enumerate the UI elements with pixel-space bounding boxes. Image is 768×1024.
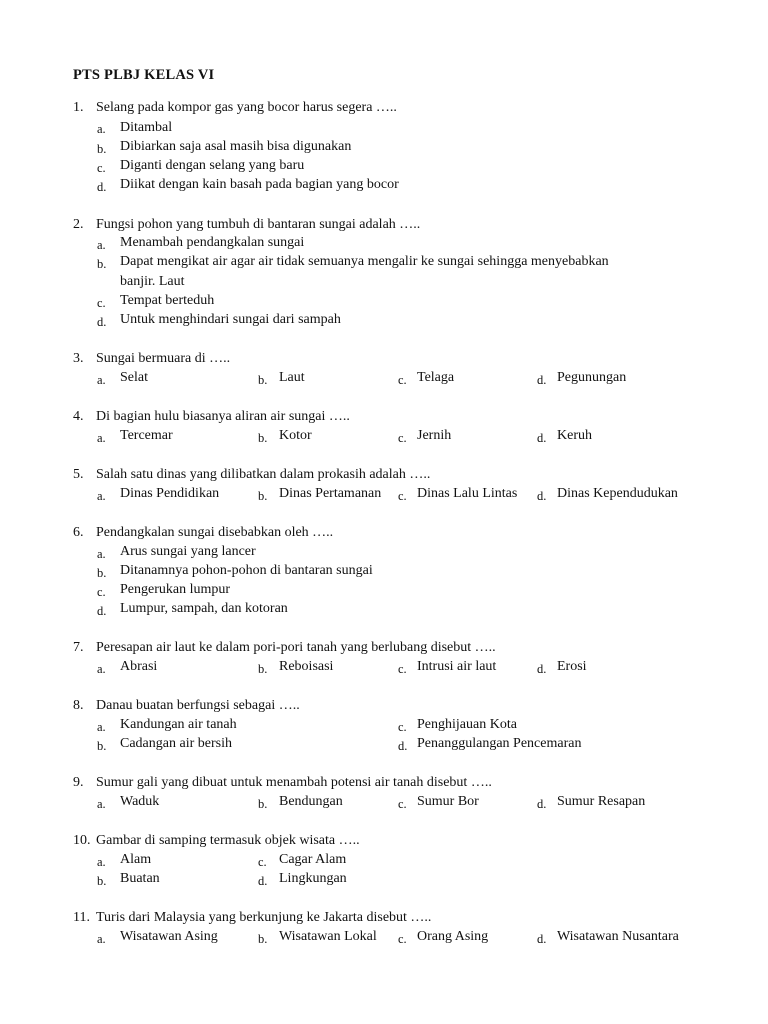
question-number: 7. xyxy=(73,640,84,655)
option-letter: d. xyxy=(537,373,547,387)
question-number: 8. xyxy=(73,698,84,713)
option-text: Alam xyxy=(120,852,152,867)
question-text: Di bagian hulu biasanya aliran air sungai ….. xyxy=(96,409,350,424)
option-text: Dibiarkan saja asal masih bisa digunakan xyxy=(120,139,352,154)
option-text: Wisatawan Asing xyxy=(120,929,218,944)
option-text: Abrasi xyxy=(120,659,158,674)
option-letter: c. xyxy=(97,161,106,175)
option-text: Ditambal xyxy=(120,120,173,135)
option-letter: a. xyxy=(97,547,106,561)
option-text: Cadangan air bersih xyxy=(120,736,232,751)
option-text: Sumur Bor xyxy=(417,794,479,809)
option-text: Pengerukan lumpur xyxy=(120,582,231,597)
option-text: Lingkungan xyxy=(279,871,347,886)
option-letter: b. xyxy=(258,373,268,387)
option-text: Keruh xyxy=(557,428,592,443)
question-text: Danau buatan berfungsi sebagai ….. xyxy=(96,698,300,713)
option-letter: c. xyxy=(398,662,407,676)
option-letter: a. xyxy=(97,662,106,676)
option-text: Kandungan air tanah xyxy=(120,717,237,732)
option-text: Dapat mengikat air agar air tidak semuanya mengalir ke sungai sehingga menyebabkan xyxy=(120,254,609,269)
option-letter: b. xyxy=(97,739,107,753)
option-letter: a. xyxy=(97,373,106,387)
question-number: 2. xyxy=(73,217,84,232)
option-letter: a. xyxy=(97,489,106,503)
option-letter: c. xyxy=(398,373,407,387)
option-text: Dinas Pertamanan xyxy=(279,486,382,501)
option-letter: b. xyxy=(97,257,107,271)
option-letter: d. xyxy=(537,932,547,946)
option-text: Dinas Kependudukan xyxy=(557,486,678,501)
option-letter: d. xyxy=(258,874,268,888)
option-text: Penanggulangan Pencemaran xyxy=(417,736,582,751)
option-letter: d. xyxy=(537,662,547,676)
option-letter: d. xyxy=(537,431,547,445)
question-number: 11. xyxy=(73,910,90,925)
option-letter: b. xyxy=(258,431,268,445)
option-text: Lumpur, sampah, dan kotoran xyxy=(120,601,288,616)
option-letter: b. xyxy=(258,662,268,676)
option-text: Intrusi air laut xyxy=(417,659,497,674)
question-number: 5. xyxy=(73,467,84,482)
option-letter: b. xyxy=(258,932,268,946)
option-text: Wisatawan Nusantara xyxy=(557,929,679,944)
option-letter: b. xyxy=(97,142,107,156)
option-letter: b. xyxy=(258,489,268,503)
option-text: Dinas Lalu Lintas xyxy=(417,486,518,501)
question-number: 1. xyxy=(73,100,84,115)
option-text-continued: banjir. Laut xyxy=(120,274,185,289)
option-text: Bendungan xyxy=(279,794,343,809)
question-number: 4. xyxy=(73,409,84,424)
option-text: Untuk menghindari sungai dari sampah xyxy=(120,312,341,327)
question-text: Gambar di samping termasuk objek wisata ….. xyxy=(96,833,360,848)
option-text: Sumur Resapan xyxy=(557,794,646,809)
option-letter: d. xyxy=(537,489,547,503)
option-letter: a. xyxy=(97,720,106,734)
option-letter: a. xyxy=(97,797,106,811)
option-letter: b. xyxy=(97,874,107,888)
option-letter: c. xyxy=(398,431,407,445)
option-text: Telaga xyxy=(417,370,455,385)
option-letter: a. xyxy=(97,431,106,445)
option-letter: a. xyxy=(97,932,106,946)
option-text: Kotor xyxy=(279,428,312,443)
option-text: Jernih xyxy=(417,428,452,443)
question-number: 6. xyxy=(73,525,84,540)
option-text: Dinas Pendidikan xyxy=(120,486,220,501)
option-text: Diganti dengan selang yang baru xyxy=(120,158,305,173)
option-letter: c. xyxy=(398,489,407,503)
option-letter: c. xyxy=(398,720,407,734)
option-text: Waduk xyxy=(120,794,160,809)
option-text: Buatan xyxy=(120,871,160,886)
option-letter: d. xyxy=(398,739,408,753)
option-letter: c. xyxy=(258,855,267,869)
option-text: Tercemar xyxy=(120,428,173,443)
option-letter: d. xyxy=(97,604,107,618)
option-letter: d. xyxy=(537,797,547,811)
question-text: Turis dari Malaysia yang berkunjung ke Jakarta disebut ….. xyxy=(96,910,432,925)
page-title: PTS PLBJ KELAS VI xyxy=(73,67,215,83)
question-text: Peresapan air laut ke dalam pori-pori tanah yang berlubang disebut ….. xyxy=(96,640,496,655)
option-text: Pegunungan xyxy=(557,370,627,385)
option-letter: a. xyxy=(97,122,106,136)
option-letter: b. xyxy=(258,797,268,811)
option-text: Diikat dengan kain basah pada bagian yang bocor xyxy=(120,177,399,192)
question-text: Fungsi pohon yang tumbuh di bantaran sungai adalah ….. xyxy=(96,217,421,232)
option-letter: c. xyxy=(398,932,407,946)
option-text: Menambah pendangkalan sungai xyxy=(120,235,305,250)
question-number: 3. xyxy=(73,351,84,366)
option-text: Laut xyxy=(279,370,305,385)
option-text: Cagar Alam xyxy=(279,852,347,867)
option-text: Ditanamnya pohon-pohon di bantaran sungai xyxy=(120,563,373,578)
option-text: Erosi xyxy=(557,659,587,674)
option-text: Orang Asing xyxy=(417,929,489,944)
option-letter: c. xyxy=(97,296,106,310)
question-number: 10. xyxy=(73,833,91,848)
option-letter: c. xyxy=(398,797,407,811)
option-letter: a. xyxy=(97,238,106,252)
question-text: Salah satu dinas yang dilibatkan dalam prokasih adalah ….. xyxy=(96,467,431,482)
option-text: Reboisasi xyxy=(279,659,334,674)
option-letter: c. xyxy=(97,585,106,599)
option-text: Wisatawan Lokal xyxy=(279,929,377,944)
question-text: Pendangkalan sungai disebabkan oleh ….. xyxy=(96,525,334,540)
option-letter: a. xyxy=(97,855,106,869)
option-letter: d. xyxy=(97,180,107,194)
option-text: Arus sungai yang lancer xyxy=(120,544,256,559)
option-letter: d. xyxy=(97,315,107,329)
option-letter: b. xyxy=(97,566,107,580)
option-text: Penghijauan Kota xyxy=(417,717,517,732)
question-number: 9. xyxy=(73,775,84,790)
option-text: Selat xyxy=(120,370,148,385)
question-text: Sungai bermuara di ….. xyxy=(96,351,231,366)
question-text: Selang pada kompor gas yang bocor harus segera ….. xyxy=(96,100,397,115)
question-text: Sumur gali yang dibuat untuk menambah potensi air tanah disebut ….. xyxy=(96,775,492,790)
option-text: Tempat berteduh xyxy=(120,293,215,308)
